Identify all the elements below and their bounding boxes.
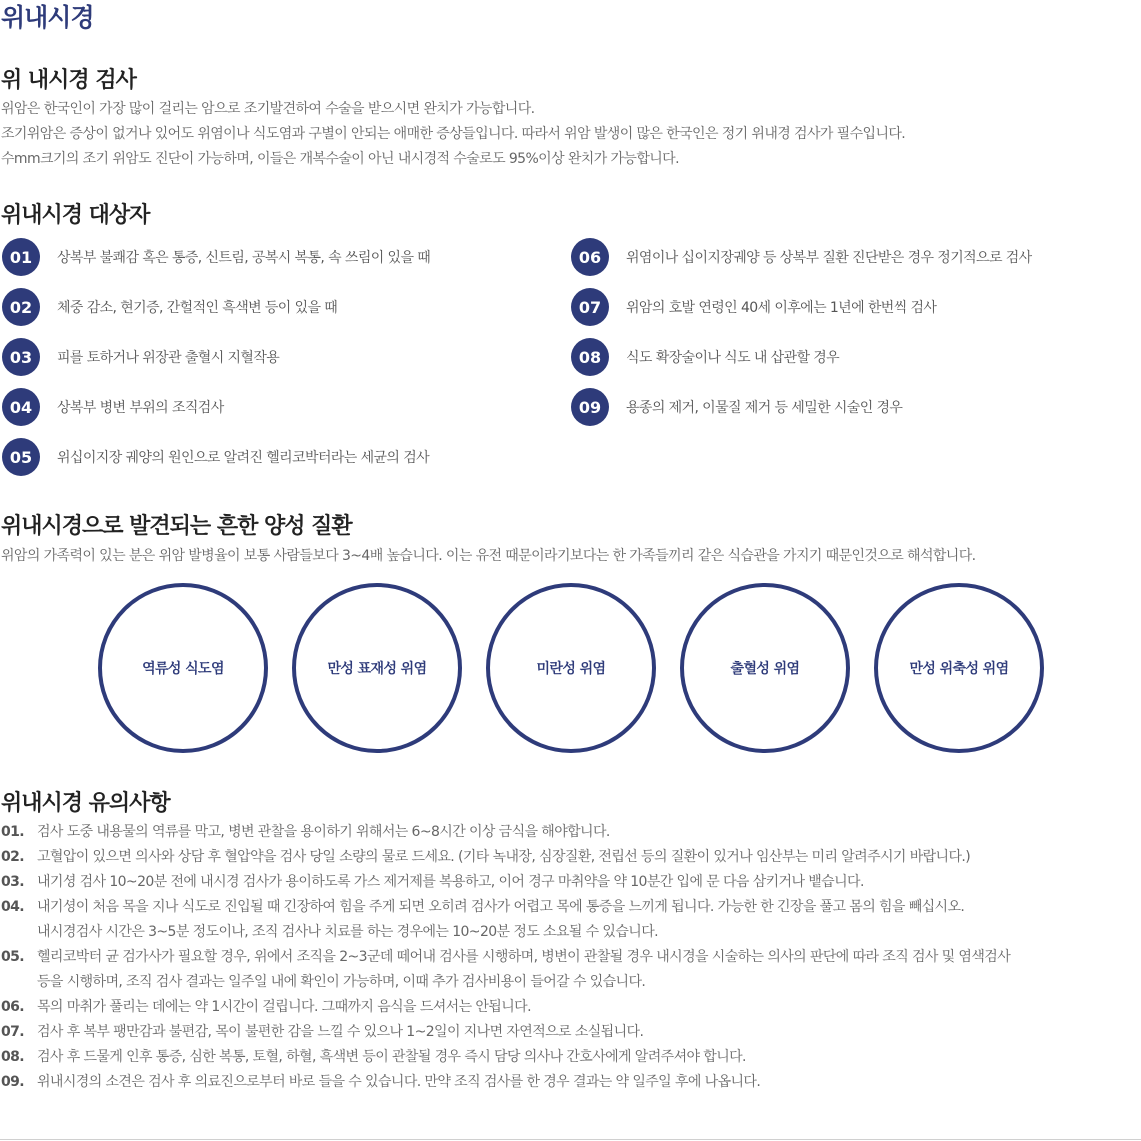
number-badge: 06 — [571, 238, 609, 276]
caution-number: 03. — [1, 874, 25, 890]
bottom-divider — [0, 1139, 1141, 1140]
caution-text: 등을 시행하며, 조직 검사 결과는 일주일 내에 확인이 가능하며, 이때 추가 검사비용이 들어갈 수 있습니다. — [37, 974, 646, 990]
number-badge: 04 — [2, 388, 40, 426]
disease-circle — [486, 583, 656, 753]
caution-item — [1, 1070, 1131, 1095]
disease-circle — [680, 583, 850, 753]
target-text: 위암의 호발 연령인 40세 이후에는 1년에 한번씩 검사 — [626, 300, 937, 316]
number-badge: 01 — [2, 238, 40, 276]
target-item — [2, 288, 337, 326]
exam-line: 위암은 한국인이 가장 많이 걸리는 암으로 조기발견하여 수술을 받으시면 완치가 가능합니다. — [1, 101, 535, 117]
caution-text: 헬리코박터 균 검가사가 필요할 경우, 위에서 조직을 2~3군데 떼어내 검사를 시행하며, 병변이 관찰될 경우 내시경을 시술하는 의사의 판단에 따라 조직 검사 및 염색검사 — [37, 949, 1011, 965]
disease-label: 출혈성 위염 — [730, 661, 800, 677]
exam-line: 조기위암은 증상이 없거나 있어도 위염이나 식도염과 구별이 안되는 애매한 증상들입니다. 따라서 위암 발생이 많은 한국인은 정기 위내경 검사가 필수입니다. — [1, 126, 906, 142]
target-item — [2, 438, 429, 476]
number-badge: 07 — [571, 288, 609, 326]
number-badge: 03 — [2, 338, 40, 376]
disease-label: 미란성 위염 — [536, 661, 606, 677]
caution-number: 06. — [1, 999, 25, 1015]
target-item — [571, 338, 839, 376]
caution-item — [1, 845, 1131, 870]
target-item — [571, 288, 936, 326]
caution-item — [1, 1020, 1131, 1045]
target-item — [2, 388, 224, 426]
caution-item — [1, 895, 1131, 945]
disease-label: 역류성 식도염 — [142, 661, 224, 677]
caution-text: 내기셩 검사 10~20분 전에 내시경 검사가 용이하도록 가스 제거제를 복용하고, 이어 경구 마취약을 약 10분간 입에 문 다음 삼키거나 뱉습니다. — [37, 874, 864, 890]
exam-line: 수mm크기의 조기 위암도 진단이 가능하며, 이들은 개복수술이 아닌 내시경적 수술로도 95%이상 완치가 가능합니다. — [1, 151, 679, 167]
target-text: 상복부 병변 부위의 조직검사 — [57, 400, 224, 416]
caution-item — [1, 995, 1131, 1020]
disease-circle — [98, 583, 268, 753]
caution-number: 02. — [1, 849, 25, 865]
target-text: 식도 확장술이나 식도 내 삽관할 경우 — [626, 350, 840, 366]
targets-section-title: 위내시경 대상자 — [1, 203, 150, 228]
exam-section-title: 위 내시경 검사 — [1, 68, 136, 93]
caution-number: 01. — [1, 824, 25, 840]
target-item — [2, 238, 430, 276]
caution-number: 04. — [1, 899, 25, 915]
caution-number: 07. — [1, 1024, 25, 1040]
caution-text: 내시경검사 시간은 3~5분 정도이나, 조직 검사나 치료를 하는 경우에는 10~20분 정도 소요될 수 있습니다. — [37, 924, 658, 940]
number-badge: 09 — [571, 388, 609, 426]
caution-text: 검사 후 드물게 인후 통증, 심한 복통, 토혈, 하혈, 흑색변 등이 관찰될 경우 즉시 담당 의사나 간호사에게 알려주셔야 합니다. — [37, 1049, 746, 1065]
caution-item — [1, 945, 1131, 995]
number-badge: 08 — [571, 338, 609, 376]
target-item — [571, 388, 902, 426]
disease-label: 만성 위축성 위염 — [909, 661, 1009, 677]
caution-text: 내기셩이 처음 목을 지나 식도로 진입될 때 긴장하여 힘을 주게 되면 오히려 검사가 어렵고 목에 통증을 느끼게 됩니다. 가능한 한 긴장을 풀고 몸의 힘을 빼십시오. — [37, 899, 965, 915]
target-item — [2, 338, 279, 376]
caution-text: 위내시경의 소견은 검사 후 의료진으로부터 바로 들을 수 있습니다. 만약 조직 검사를 한 경우 결과는 약 일주일 후에 나옵니다. — [37, 1074, 761, 1090]
number-badge: 05 — [2, 438, 40, 476]
target-text: 용종의 제거, 이물질 제거 등 세밀한 시술인 경우 — [626, 400, 903, 416]
disease-circle — [874, 583, 1044, 753]
diseases-description: 위암의 가족력이 있는 분은 위암 발병율이 보통 사람들보다 3~4배 높습니다. 이는 유전 때문이라기보다는 한 가족들끼리 같은 식습관을 가지기 때문인것으로 해석합니다. — [1, 548, 976, 564]
caution-number: 08. — [1, 1049, 25, 1065]
number-badge: 02 — [2, 288, 40, 326]
target-text: 위염이나 십이지장궤양 등 상복부 질환 진단받은 경우 정기적으로 검사 — [626, 250, 1032, 266]
target-text: 체중 감소, 현기증, 간헐적인 흑색변 등이 있을 때 — [57, 300, 338, 316]
caution-number: 09. — [1, 1074, 25, 1090]
page-title: 위내시경 — [1, 3, 94, 32]
target-item — [571, 238, 1032, 276]
caution-list — [1, 820, 1131, 1095]
caution-text: 고혈압이 있으면 의사와 상담 후 혈압약을 검사 당일 소량의 물로 드세요. (기타 녹내장, 심장질환, 전립선 등의 질환이 있거나 임산부는 미리 알려주시기 바랍니다.) — [37, 849, 971, 865]
exam-description — [1, 97, 905, 172]
cautions-section-title: 위내시경 유의사항 — [1, 791, 170, 816]
caution-item — [1, 820, 1131, 845]
diseases-section-title: 위내시경으로 발견되는 흔한 양성 질환 — [1, 514, 352, 539]
caution-text: 검사 도중 내용물의 역류를 막고, 병변 관찰을 용이하기 위해서는 6~8시간 이상 금식을 해야합니다. — [37, 824, 610, 840]
target-text: 위십이지장 궤양의 원인으로 알려진 헬리코박터라는 세균의 검사 — [57, 450, 430, 466]
disease-label: 만성 표재성 위염 — [327, 661, 427, 677]
target-text: 피를 토하거나 위장관 출혈시 지혈작용 — [57, 350, 280, 366]
caution-item — [1, 870, 1131, 895]
caution-text: 목의 마취가 풀리는 데에는 약 1시간이 걸립니다. 그때까지 음식을 드셔서는 안됩니다. — [37, 999, 531, 1015]
target-text: 상복부 불쾌감 혹은 통증, 신트림, 공복시 복통, 속 쓰림이 있을 때 — [57, 250, 431, 266]
disease-circle — [292, 583, 462, 753]
caution-item — [1, 1045, 1131, 1070]
caution-text: 검사 후 복부 팽만감과 불편감, 목이 불편한 감을 느낄 수 있으나 1~2일이 지나면 자연적으로 소실됩니다. — [37, 1024, 644, 1040]
caution-number: 05. — [1, 949, 25, 965]
